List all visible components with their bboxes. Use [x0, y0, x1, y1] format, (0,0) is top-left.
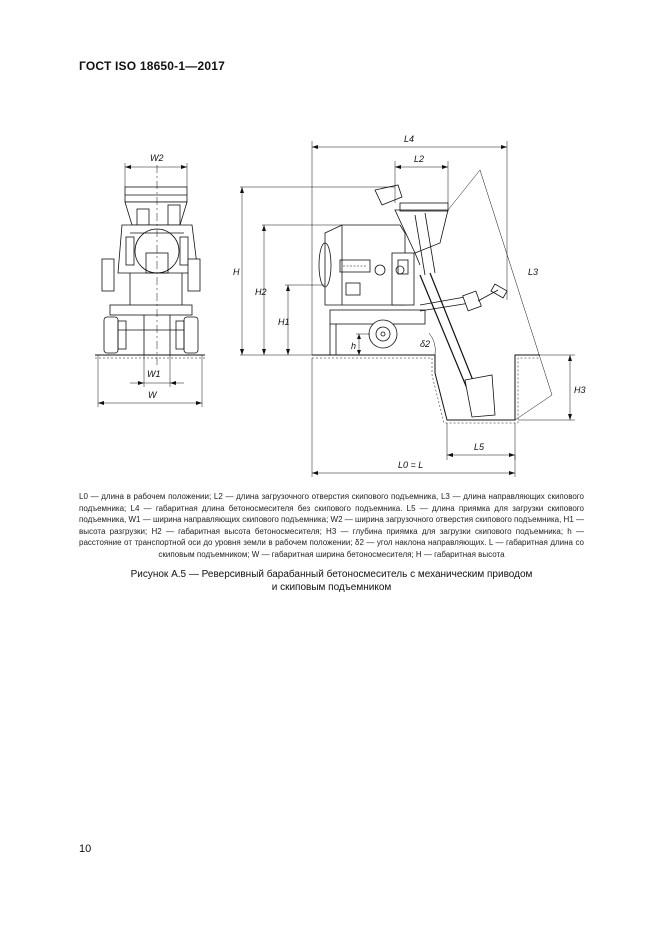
label-h: H: [233, 267, 240, 277]
label-h2: H2: [255, 287, 267, 297]
label-h3: H3: [574, 385, 586, 395]
label-delta2: δ2: [420, 339, 431, 349]
caption-line-1: Рисунок А.5 — Реверсивный барабанный бетоносмеситель с механическим приводом: [130, 569, 533, 580]
label-w: W: [148, 390, 157, 400]
label-l2: L2: [414, 154, 425, 164]
label-l4: L4: [404, 134, 415, 144]
document-header: ГОСТ ISO 18650-1—2017: [79, 59, 225, 73]
mixer-drawing-svg: [80, 125, 586, 480]
label-l5: L5: [474, 442, 485, 452]
caption-line-2: и скиповым подъемником: [271, 582, 392, 593]
label-l3: L3: [528, 267, 539, 277]
label-h1: H1: [278, 317, 290, 327]
figure-legend: L0 — длина в рабочем положении; L2 — длина загрузочного отверстия скипового подъемника, L3 — длина направляющих скипового подъемника; L4 — габаритная длина бетоносмесителя без скипового подъемника. L5 — длина приямка для загрузки скипового подъемника, W1 — ширина направляющих скипового подъемника; W2 — ширина загрузочного отверстия скипового подъемника, H1 — высота разгрузки; H2 — габаритная высота бетоносмесителя; H3 — глубина приямка для загрузки скипового подъемника; h — расстояние от транспортной оси до уровня земли в рабочем положении; δ2 — угол наклона направляющих. L — габаритная длина со скиповым подъемником; W — габаритная ширина бетоносмесителя; H — габаритная высота: [79, 492, 585, 559]
label-w2: W2: [150, 153, 164, 163]
figure-caption: [79, 568, 584, 594]
technical-drawing: [80, 125, 586, 480]
label-w1: W1: [147, 369, 161, 379]
label-l0: L0 = L: [398, 460, 424, 470]
page-number: 10: [79, 843, 92, 855]
side-view: [240, 141, 575, 477]
label-h-small: h: [351, 341, 357, 351]
